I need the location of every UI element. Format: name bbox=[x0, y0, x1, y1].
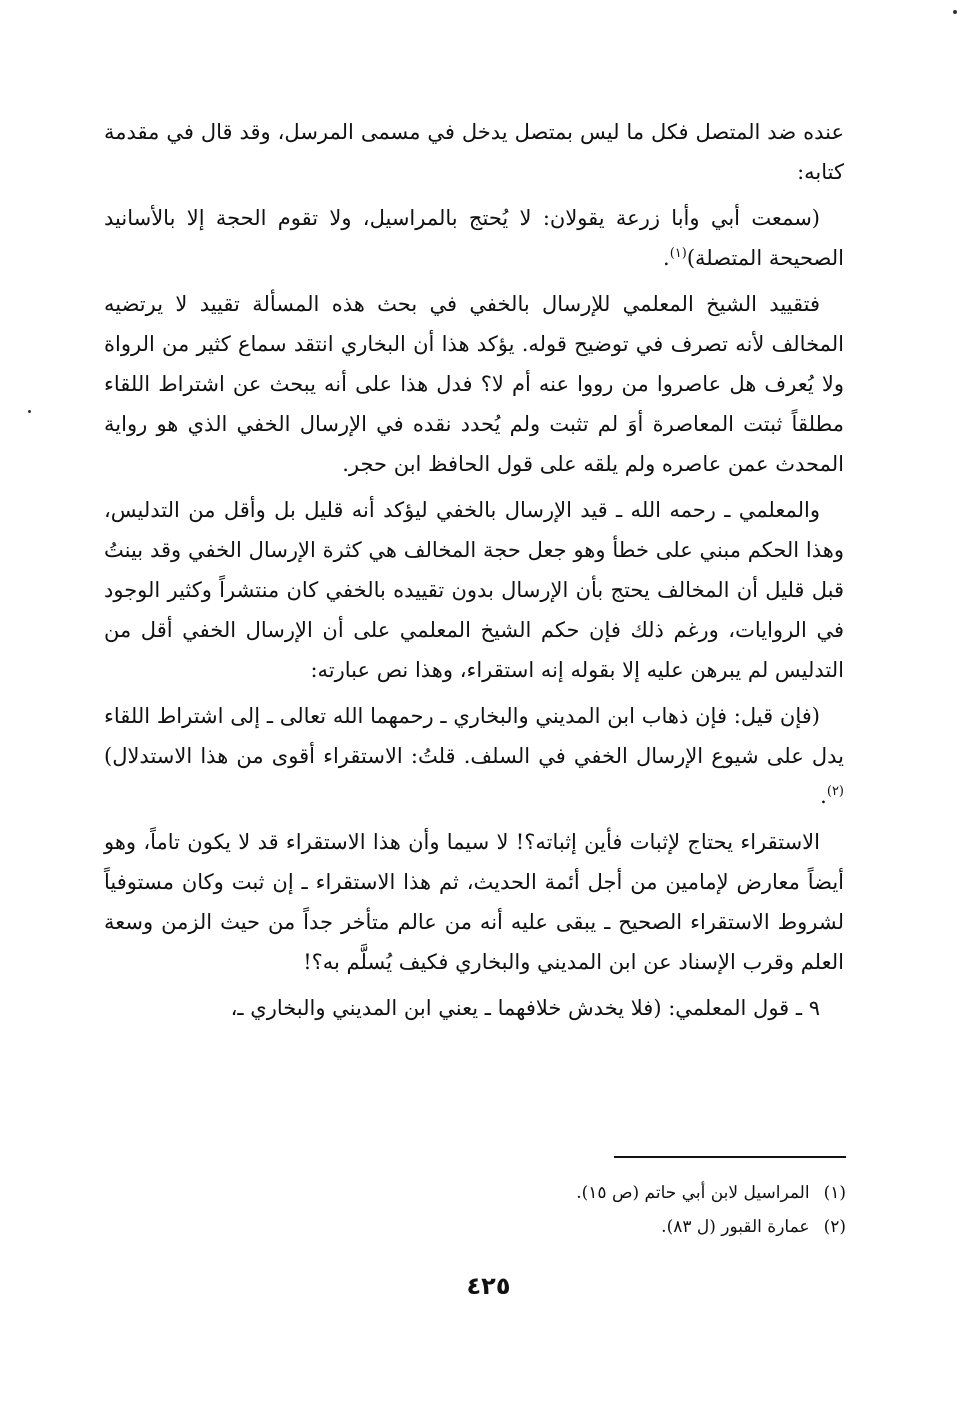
footnote-ref-1[interactable]: (١) bbox=[669, 246, 687, 261]
footnote-1 bbox=[300, 1176, 846, 1210]
quote-end: . bbox=[820, 784, 827, 808]
paragraph-6: الاستقراء يحتاج لإثبات فأين إثباته؟! لا سيما وأن هذا الاستقراء قد لا يكون تاماً، وهو أيضاً معارض لإمامين من أجل أئمة الحديث، ثم هذا الاستقراء ـ إن ثبت وكان مستوفياً لشروط الاستقراء الصحيح ـ يبقى عليه أنه من عالم متأخر جداً من حيث الزمن وسعة العلم وقرب الإسناد عن ابن المديني والبخاري فكيف يُسلَّم به؟! bbox=[104, 830, 844, 974]
footnote-ref-2[interactable]: (٢) bbox=[826, 784, 844, 799]
footnote-text: المراسيل لابن أبي حاتم (ص ١٥). bbox=[576, 1183, 810, 1203]
paragraph-7: ٩ ـ قول المعلمي: (فلا يخدش خلافهما ـ يعني ابن المديني والبخاري ـ، bbox=[230, 996, 820, 1020]
footnotes bbox=[300, 1176, 846, 1244]
footnote-text: عمارة القبور (ل ٨٣). bbox=[661, 1217, 810, 1237]
paragraph-2-quote bbox=[104, 198, 844, 278]
paragraph-5-quote bbox=[104, 696, 844, 816]
footnote-number: (١) bbox=[823, 1183, 846, 1203]
page-body bbox=[104, 112, 844, 1034]
quote-text: (سمعت أبي وأبا زرعة يقولان: لا يُحتج بالمراسيل، ولا تقوم الحجة إلا بالأسانيد الصحيحة المتصلة) bbox=[104, 206, 844, 270]
page-number: ٤٢٥ bbox=[466, 1272, 511, 1300]
paragraph-4: والمعلمي ـ رحمه الله ـ قيد الإرسال بالخفي ليؤكد أنه قليل بل وأقل من التدليس، وهذا الحكم مبني على خطأ وهو جعل حجة المخالف هي كثرة الإرسال الخفي وقد بينتُ قبل قليل أن المخالف يحتج بأن الإرسال بدون تقييده بالخفي كان منتشراً وكثير الوجود في الروايات، ورغم ذلك فإن حكم الشيخ المعلمي على أن الإرسال الخفي أقل من التدليس لم يبرهن عليه إلا بقوله إنه استقراء، وهذا نص عبارته: bbox=[104, 498, 844, 682]
quote-text: (فإن قيل: فإن ذهاب ابن المديني والبخاري ـ رحمهما الله تعالى ـ إلى اشتراط اللقاء يدل على شيوع الإرسال الخفي في السلف. قلتُ: الاستقراء أقوى من هذا الاستدلال) bbox=[104, 704, 844, 768]
paragraph-3: فتقييد الشيخ المعلمي للإرسال بالخفي في بحث هذه المسألة تقييد لا يرتضيه المخالف لأنه تصرف في توضيح قوله. يؤكد هذا أن البخاري انتقد سماع كثير من الرواة ولا يُعرف هل عاصروا من رووا عنه أم لا؟ فدل هذا على أنه يبحث عن اشتراط اللقاء مطلقاً ثبتت المعاصرة أوَ لم تثبت ولم يُحدد نقده في الإرسال الخفي الذي هو رواية المحدث عمن عاصره ولم يلقه على قول الحافظ ابن حجر. bbox=[104, 292, 844, 476]
footnote-2 bbox=[300, 1210, 846, 1244]
scan-speck bbox=[953, 10, 957, 14]
quote-end: . bbox=[663, 246, 670, 270]
scan-speck bbox=[28, 410, 31, 413]
paragraph-1: عنده ضد المتصل فكل ما ليس بمتصل يدخل في مسمى المرسل، وقد قال في مقدمة كتابه: bbox=[104, 120, 844, 184]
footnote-number: (٢) bbox=[823, 1217, 846, 1237]
footnote-divider bbox=[614, 1156, 846, 1158]
